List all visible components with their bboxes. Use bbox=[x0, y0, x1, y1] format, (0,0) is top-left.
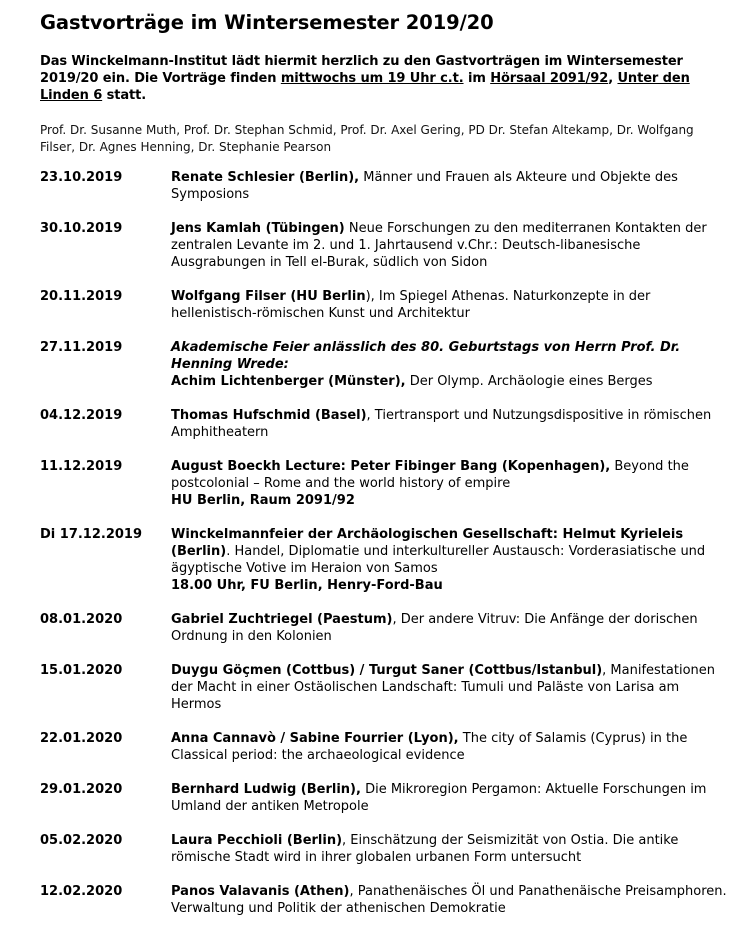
event-description bbox=[171, 288, 730, 322]
event-speaker: Winckelmannfeier der Archäologischen Gesellschaft: Helmut Kyrieleis (Berlin) bbox=[171, 527, 684, 559]
intro-time: mittwochs um 19 Uhr c.t. bbox=[280, 71, 464, 86]
event-venue: 18.00 Uhr, FU Berlin, Henry-Ford-Bau bbox=[171, 578, 443, 593]
intro-text-2: im bbox=[463, 71, 491, 86]
event-description bbox=[171, 220, 730, 271]
event-date: 30.10.2019 bbox=[40, 221, 123, 236]
event-talk: Der Olymp. Archäologie eines Berges bbox=[405, 374, 653, 389]
event-row bbox=[40, 730, 730, 764]
event-description bbox=[171, 339, 730, 390]
event-speaker: August Boeckh Lecture: Peter Fibinger Bang (Kopenhagen), bbox=[171, 459, 611, 474]
intro-text-3: , bbox=[608, 71, 618, 86]
event-speaker: Panos Valavanis (Athen) bbox=[171, 884, 350, 899]
event-talk: , Panathenäisches Öl und Panathenäische Preisamphoren. Verwaltung und Politik der athenischen Demokratie bbox=[171, 884, 727, 916]
intro-room: Hörsaal 2091/92 bbox=[490, 71, 609, 86]
event-date: 08.01.2020 bbox=[40, 612, 123, 627]
event-speaker: Thomas Hufschmid (Basel) bbox=[171, 408, 367, 423]
event-speaker: Anna Cannavò / Sabine Fourrier (Lyon), bbox=[171, 731, 459, 746]
event-talk: Die Mikroregion Pergamon: Aktuelle Forschungen im Umland der antiken Metropole bbox=[171, 782, 707, 814]
event-description bbox=[171, 526, 730, 594]
event-row bbox=[40, 339, 730, 390]
event-date: 29.01.2020 bbox=[40, 782, 123, 797]
event-row bbox=[40, 662, 730, 713]
event-speaker: Wolfgang Filser (HU Berlin bbox=[171, 289, 366, 304]
event-talk: ), Im Spiegel Athenas. Naturkonzepte in der hellenistisch-römischen Kunst und Architektur bbox=[171, 289, 651, 321]
page-title: Gastvorträge im Wintersemester 2019/20 bbox=[40, 11, 494, 34]
event-speaker: Achim Lichtenberger (Münster), bbox=[171, 374, 406, 389]
event-talk: . Handel, Diplomatie und interkultureller Austausch: Vorderasiatische und ägyptische Votive im Heraion von Samos bbox=[171, 544, 706, 576]
event-description bbox=[171, 169, 730, 203]
event-description bbox=[171, 781, 730, 815]
event-row bbox=[40, 288, 730, 322]
intro-address: Unter den Linden 6 bbox=[40, 71, 690, 103]
event-talk: , Der andere Vitruv: Die Anfänge der dorischen Ordnung in den Kolonien bbox=[171, 612, 698, 644]
intro-paragraph bbox=[40, 53, 730, 104]
event-speaker: Duygu Göçmen (Cottbus) / Turgut Saner (Cottbus/Istanbul) bbox=[171, 663, 603, 678]
event-row bbox=[40, 169, 730, 203]
event-row bbox=[40, 458, 730, 509]
event-talk: The city of Salamis (Cyprus) in the Classical period: the archaeological evidence bbox=[171, 731, 688, 763]
event-date: 11.12.2019 bbox=[40, 459, 123, 474]
event-row bbox=[40, 407, 730, 441]
event-date: 22.01.2020 bbox=[40, 731, 123, 746]
event-row bbox=[40, 220, 730, 271]
event-date: 12.02.2020 bbox=[40, 884, 123, 899]
event-speaker: Laura Pecchioli (Berlin) bbox=[171, 833, 343, 848]
event-talk: , Tiertransport und Nutzungsdispositive in römischen Amphitheatern bbox=[171, 408, 712, 440]
event-talk: Beyond the postcolonial – Rome and the world history of empire bbox=[171, 459, 689, 491]
organizers-list: Prof. Dr. Susanne Muth, Prof. Dr. Stephan Schmid, Prof. Dr. Axel Gering, PD Dr. Stefan Altekamp, Dr. Wolfgang Filser, Dr. Agnes Henning, Dr. Stephanie Pearson bbox=[40, 123, 694, 154]
event-date: 20.11.2019 bbox=[40, 289, 123, 304]
event-date: Di 17.12.2019 bbox=[40, 527, 143, 542]
event-list bbox=[40, 169, 730, 917]
event-speaker: Jens Kamlah (Tübingen) bbox=[171, 221, 345, 236]
event-talk: , Einschätzung der Seismizität von Ostia. Die antike römische Stadt wird in ihrer globalen urbanen Form untersucht bbox=[171, 833, 679, 865]
event-description bbox=[171, 883, 730, 917]
event-description bbox=[171, 832, 730, 866]
event-description bbox=[171, 458, 730, 509]
event-date: 05.02.2020 bbox=[40, 833, 123, 848]
event-row bbox=[40, 781, 730, 815]
intro-text-1: Das Winckelmann-Institut lädt hiermit herzlich zu den Gastvorträgen im Wintersemester 2019/20 ein. Die Vorträge finden bbox=[40, 54, 683, 86]
event-description bbox=[171, 407, 730, 441]
event-date: 27.11.2019 bbox=[40, 340, 123, 355]
document-page bbox=[40, 10, 730, 934]
event-talk: Neue Forschungen zu den mediterranen Kontakten der zentralen Levante im 2. und 1. Jahrtausend v.Chr.: Deutsch-libanesische Ausgrabungen in Tell el-Burak, südlich von Sidon bbox=[171, 221, 707, 270]
event-venue: HU Berlin, Raum 2091/92 bbox=[171, 493, 355, 508]
event-row bbox=[40, 526, 730, 594]
event-occasion: Akademische Feier anlässlich des 80. Geburtstags von Herrn Prof. Dr. Henning Wrede: bbox=[171, 340, 681, 372]
event-date: 15.01.2020 bbox=[40, 663, 123, 678]
event-row bbox=[40, 611, 730, 645]
event-talk: Männer und Frauen als Akteure und Objekte des Symposions bbox=[171, 170, 678, 202]
event-date: 23.10.2019 bbox=[40, 170, 123, 185]
event-date: 04.12.2019 bbox=[40, 408, 123, 423]
event-row bbox=[40, 883, 730, 917]
event-description bbox=[171, 662, 730, 713]
event-description bbox=[171, 611, 730, 645]
event-speaker: Bernhard Ludwig (Berlin), bbox=[171, 782, 361, 797]
event-speaker: Gabriel Zuchtriegel (Paestum) bbox=[171, 612, 393, 627]
event-row bbox=[40, 832, 730, 866]
event-talk: , Manifestationen der Macht in einer Ostäolischen Landschaft: Tumuli und Paläste von Larisa am Hermos bbox=[171, 663, 716, 712]
event-speaker: Renate Schlesier (Berlin), bbox=[171, 170, 360, 185]
intro-text-4: statt. bbox=[102, 88, 147, 103]
event-description bbox=[171, 730, 730, 764]
